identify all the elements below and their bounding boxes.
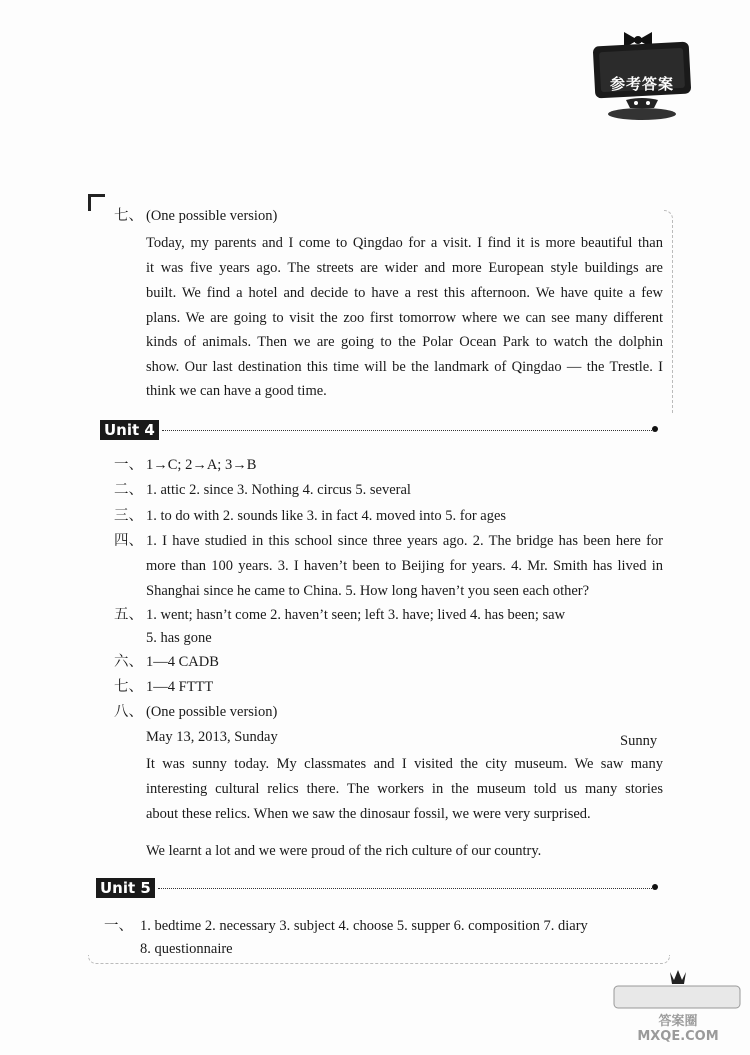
essay-line: think we can have a good time. bbox=[146, 383, 327, 399]
diary-line: about these relics. When we saw the dinosaur fossil, we were very surprised. bbox=[146, 806, 591, 822]
item-label: 五、 bbox=[114, 607, 143, 623]
item-label: 八、 bbox=[114, 704, 143, 720]
item-label: 四、 bbox=[114, 533, 143, 549]
badge-title: 参考答案 bbox=[609, 75, 674, 93]
item-label: 三、 bbox=[114, 508, 143, 524]
version-note: (One possible version) bbox=[146, 208, 278, 224]
diary-weather: Sunny bbox=[620, 733, 658, 749]
answer-line: Shanghai since he came to China. 5. How long haven’t you seen each other? bbox=[146, 583, 590, 599]
answer-line: 8. questionnaire bbox=[140, 941, 233, 957]
item-label: 二、 bbox=[114, 482, 143, 498]
item-label: 一、 bbox=[114, 457, 143, 473]
unit4-title: Unit 4 bbox=[100, 420, 159, 440]
essay-line: plans. We are going to visit the zoo first tomorrow where we can see many different bbox=[146, 310, 663, 326]
divider-end-dot bbox=[652, 884, 658, 890]
diary-line: We learnt a lot and we were proud of the rich culture of our country. bbox=[146, 843, 542, 859]
divider-dots bbox=[158, 888, 652, 889]
diary-date: May 13, 2013, Sunday bbox=[146, 729, 278, 745]
diary-line: It was sunny today. My classmates and I visited the city museum. We saw many bbox=[146, 756, 663, 772]
answer-line: 1. went; hasn’t come 2. haven’t seen; left 3. have; lived 4. has been; saw bbox=[146, 607, 566, 623]
unit5-header bbox=[96, 878, 660, 898]
answer-line: 1. bedtime 2. necessary 3. subject 4. choose 5. supper 6. composition 7. diary bbox=[140, 918, 588, 934]
unit5-title: Unit 5 bbox=[96, 878, 155, 898]
essay-line: kinds of animals. Then we are going to the Polar Ocean Park to watch the dolphin bbox=[146, 334, 663, 350]
essay-line: Today, my parents and I come to Qingdao for a visit. I find it is more beautiful than bbox=[146, 235, 663, 251]
diary-line: interesting cultural relics there. The workers in the museum told us many stories bbox=[146, 781, 663, 797]
answer-line: 1—4 FTTT bbox=[146, 679, 214, 695]
watermark-logo bbox=[612, 968, 742, 1050]
item-label: 七、 bbox=[114, 679, 143, 695]
section-label: 七、 bbox=[114, 208, 143, 224]
essay-line: it was five years ago. The streets are wider and more European style buildings are bbox=[146, 260, 663, 276]
essay-line: show. Our last destination this time will be the landmark of Qingdao — the Trestle. I bbox=[146, 359, 663, 375]
answer-line: 1. to do with 2. sounds like 3. in fact 4. moved into 5. for ages bbox=[146, 508, 507, 524]
answer-line: 5. has gone bbox=[146, 630, 212, 646]
item-label: 一、 bbox=[104, 918, 133, 934]
answer-line: 1. attic 2. since 3. Nothing 4. circus 5. several bbox=[146, 482, 411, 498]
answer-line: more than 100 years. 3. I haven’t been to Beijing for years. 4. Mr. Smith has lived in bbox=[146, 558, 663, 574]
divider-end-dot bbox=[652, 426, 658, 432]
unit4-header bbox=[100, 420, 660, 440]
answer-line: 1→C; 2→A; 3→B bbox=[146, 457, 257, 473]
answer-key-badge bbox=[586, 26, 698, 122]
answer-line: 1—4 CADB bbox=[146, 654, 219, 670]
essay-line: built. We find a hotel and decide to have a rest this afternoon. We have quite a few bbox=[146, 285, 663, 301]
item-label: 六、 bbox=[114, 654, 143, 670]
frame-border bbox=[664, 210, 673, 413]
frame-corner bbox=[88, 194, 105, 211]
divider-dots bbox=[162, 430, 652, 431]
watermark-text: 答案圈 MXQE.COM bbox=[637, 1014, 719, 1044]
version-note: (One possible version) bbox=[146, 704, 278, 720]
answer-line: 1. I have studied in this school since three years ago. 2. The bridge has been here for bbox=[146, 533, 663, 549]
